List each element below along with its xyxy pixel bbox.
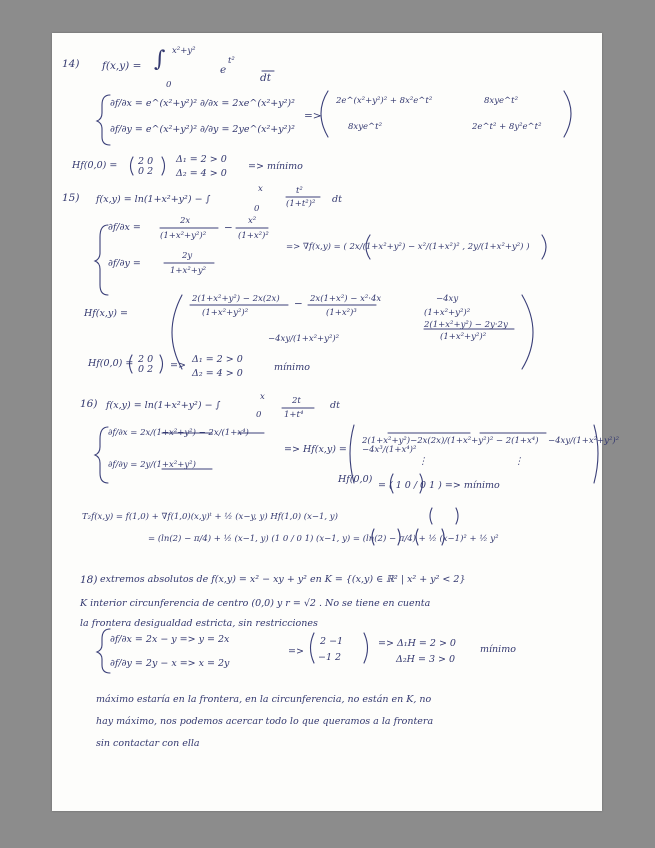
p15-definition: f(x,y) = ln(1+x²+y²) − ∫: [96, 194, 211, 205]
p15-fx-b-den: (1+x²)²: [238, 231, 269, 241]
p14-hf0-row1: 2 0: [138, 156, 154, 167]
p15-h12-num: −4xy: [436, 294, 459, 304]
p14-hf0-row2: 0 2: [138, 166, 154, 177]
p15-h11-minus: −: [294, 298, 303, 310]
problem-18-number: 18): [80, 574, 98, 586]
p15-h12-den: (1+x²+y²)²: [424, 308, 471, 318]
p14-fx: ∂f/∂x = e^(x²+y²)² ∂/∂x = 2xe^(x²+y²)²: [110, 98, 295, 109]
p15-h21: −4xy/(1+x²+y²)²: [268, 334, 340, 344]
p14-arrow: =>: [304, 110, 322, 122]
p15-arrow: =>: [170, 360, 186, 371]
p18-fx: ∂f/∂x = 2x − y => y = 2x: [110, 634, 230, 645]
p14-int-upper: x²+y²: [172, 46, 196, 56]
notebook-page: [52, 33, 620, 811]
p14-hess-22: 2e^t² + 8y²e^t²: [472, 122, 542, 132]
p15-h22-num: 2(1+x²+y²) − 2y·2y: [424, 320, 508, 330]
p16-dt: dt: [330, 400, 340, 411]
p15-fx-a-num: 2x: [180, 216, 191, 226]
p14-int-lower: 0: [166, 80, 172, 90]
p18-line1: extremos absolutos de f(x,y) = x² − xy + y² en K = {(x,y) ∈ ℝ² | x² + y² < 2}: [100, 574, 466, 585]
p18-delta1: => Δ₁H = 2 > 0: [378, 638, 456, 649]
p16-int-lower: 0: [256, 410, 262, 420]
p14-hess-12: 8xye^t²: [484, 96, 518, 106]
p16-h11: 2(1+x²+y²)−2x(2x)/(1+x²+y²)² − 2(1+x⁴)−4x³/(1+x⁴)²: [362, 436, 539, 455]
p15-h11-b-den: (1+x²)³: [326, 308, 357, 318]
p14-definition: f(x,y) =: [102, 60, 142, 72]
p16-hf0-lhs: Hf(0,0): [338, 474, 373, 485]
p15-frac-den: (1+t²)²: [286, 199, 316, 209]
p16-dots-2: ⋮: [514, 456, 524, 467]
p14-hess-11: 2e^(x²+y²)² + 8x²e^t²: [336, 96, 433, 106]
p15-h22-den: (1+x²+y²)²: [440, 332, 487, 342]
p14-conclusion: => mínimo: [248, 161, 303, 172]
p18-line3: la frontera desigualdad estricta, sin restricciones: [80, 618, 318, 629]
p18-text-line2: hay máximo, nos podemos acercar todo lo que queramos a la frontera: [96, 716, 434, 727]
p18-line2: K interior circunferencia de centro (0,0) y r = √2 . No se tiene en cuenta: [80, 598, 431, 609]
p15-int-lower: 0: [254, 204, 260, 214]
p14-hf0-lhs: Hf(0,0) =: [72, 160, 118, 171]
p14-integrand-exp: t²: [228, 56, 235, 66]
p15-delta2: Δ₂ = 4 > 0: [192, 368, 243, 379]
p14-delta1: Δ₁ = 2 > 0: [176, 154, 227, 165]
p18-conclusion: mínimo: [480, 644, 516, 655]
problem-16-number: 16): [80, 398, 98, 410]
p15-frac-num: t²: [296, 186, 303, 196]
p18-matrix-row2: −1 2: [318, 652, 342, 663]
p15-fx-b-num: x²: [248, 216, 257, 226]
p16-hessian-lhs: => Hf(x,y) =: [284, 444, 347, 455]
p15-fy-den: 1+x²+y²: [170, 266, 207, 276]
p15-h11-den: (1+x²+y²)²: [202, 308, 249, 318]
p15-h11-num: 2(1+x²+y²) − 2x(2x): [192, 294, 280, 304]
p16-hf0: = ( 1 0 / 0 1 ) => mínimo: [378, 480, 500, 491]
p16-frac-den: 1+t⁴: [284, 410, 304, 420]
p15-fx-a-den: (1+x²+y²)²: [160, 231, 207, 241]
p15-dt: dt: [332, 194, 342, 205]
problem-14-number: 14): [62, 58, 80, 70]
p16-definition: f(x,y) = ln(1+x²+y²) − ∫: [106, 400, 221, 411]
p14-integrand: e: [220, 64, 227, 76]
p15-hessian-lhs: Hf(x,y) =: [84, 308, 128, 319]
p18-text-line1: máximo estaría en la frontera, en la circunferencia, no están en K, no: [96, 694, 432, 705]
p15-minus: −: [224, 222, 233, 234]
p16-taylor-line1: T₂f(x,y) = f(1,0) + ∇f(1,0)(x,y)ᵗ + ½ (x−y, y) Hf(1,0) (x−1, y): [82, 512, 338, 522]
p15-hf0-lhs: Hf(0,0) =: [88, 358, 134, 369]
p15-fy-num: 2y: [182, 251, 193, 261]
p15-fy-lhs: ∂f/∂y =: [108, 258, 141, 269]
p14-fy: ∂f/∂y = e^(x²+y²)² ∂/∂y = 2ye^(x²+y²)²: [110, 124, 295, 135]
p15-gradient: => ∇f(x,y) = ( 2x/(1+x²+y²) − x²/(1+x²)² , 2y/(1+x²+y²) ): [286, 242, 530, 252]
p15-fx-lhs: ∂f/∂x =: [108, 222, 141, 233]
p16-fx: ∂f/∂x = 2x/(1+x²+y²) − 2x/(1+x⁴): [108, 428, 249, 438]
p14-hess-21: 8xye^t²: [348, 122, 382, 132]
p18-matrix-row1: 2 −1: [320, 636, 344, 647]
p15-int-upper: x: [258, 184, 263, 194]
p15-h11-b-num: 2x(1+x²) − x²·4x: [310, 294, 382, 304]
p16-h12: −4xy/(1+x²+y²)²: [548, 436, 620, 446]
p14-dt: dt: [260, 72, 271, 84]
p16-int-upper: x: [260, 392, 265, 402]
p14-delta2: Δ₂ = 4 > 0: [176, 168, 227, 179]
p16-dots-1: ⋮: [418, 456, 428, 467]
p15-hf0-row1: 2 0: [138, 354, 154, 365]
p16-fy: ∂f/∂y = 2y/(1+x²+y²): [108, 460, 196, 470]
p16-frac-num: 2t: [292, 396, 301, 406]
p16-taylor-line2: = (ln(2) − π/4) + ½ (x−1, y) (1 0 / 0 1) (x−1, y) = (ln(2) − π/4) + ½ (x−1)² + ½ y²: [148, 534, 499, 544]
p15-delta1: Δ₁ = 2 > 0: [192, 354, 243, 365]
problem-15-number: 15): [62, 192, 80, 204]
p18-arrow: =>: [288, 646, 304, 657]
p18-text-line3: sin contactar con ella: [96, 738, 200, 749]
p15-hf0-row2: 0 2: [138, 364, 154, 375]
p15-conclusion: mínimo: [274, 362, 310, 373]
p14-integral-sign: ∫: [154, 47, 166, 72]
p18-delta2: Δ₂H = 3 > 0: [396, 654, 456, 665]
p18-fy: ∂f/∂y = 2y − x => x = 2y: [110, 658, 230, 669]
